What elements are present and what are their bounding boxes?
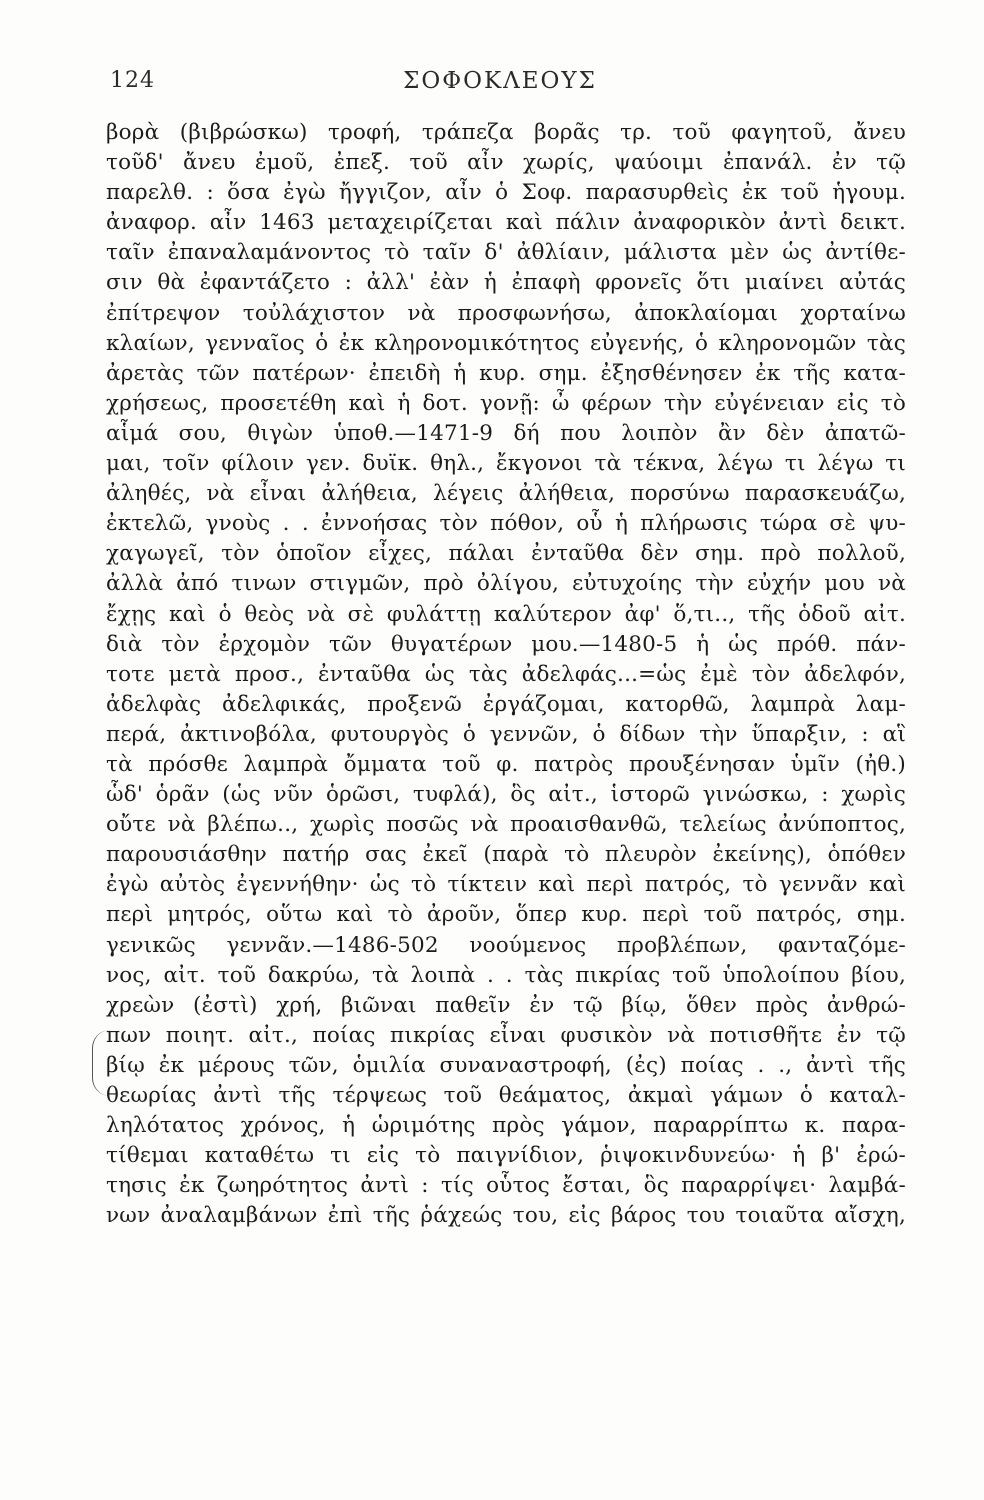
text-line: περὶ μητρός, οὕτω καὶ τὸ ἀροῦν, ὅπερ κυρ. περὶ τοῦ πατρός, σημ. (106, 902, 906, 928)
text-line: τίθεμαι καταθέτω τι εἰς τὸ παιγνίδιον, ῥιψοκινδυνεύω· ἡ β' ἐρώ- (106, 1143, 906, 1169)
text-line: πων ποιητ. αἰτ., ποίας πικρίας εἶναι φυσικὸν νὰ ποτισθῆτε ἐν τῷ (106, 1022, 906, 1048)
text-line: ταῖν ἐπαναλαμάνοντος τὸ ταῖν δ' ἀθλίαιν, μάλιστα μὲν ὡς ἀντίθε- (106, 240, 906, 266)
page-number: 124 (110, 68, 155, 93)
text-line: διὰ τὸν ἐρχομὸν τῶν θυγατέρων μου.—1480-5 ἡ ὡς πρόθ. πάν- (106, 631, 906, 657)
text-line: τὰ πρόσθε λαμπρὰ ὄμματα τοῦ φ. πατρὸς προυξένησαν ὑμῖν (ἠθ.) (106, 751, 906, 777)
text-line: παρελθ. : ὅσα ἐγὼ ἤγγιζον, αἶν ὁ Σοφ. παρασυρθεὶς ἐκ τοῦ ἡγουμ. (106, 180, 906, 206)
text-line: νος, αἰτ. τοῦ δακρύω, τὰ λοιπὰ . . τὰς πικρίας τοῦ ὑπολοίπου βίου, (106, 962, 906, 988)
text-line: αἷμά σου, θιγὼν ὑποθ.—1471-9 δή που λοιπὸν ἂν δὲν ἀπατῶ- (106, 420, 906, 446)
text-line: ἀναφορ. αἶν 1463 μεταχειρίζεται καὶ πάλιν ἀναφορικὸν ἀντὶ δεικτ. (106, 210, 906, 236)
text-line: ἐκτελῶ, γνοὺς . . ἐννοήσας τὸν πόθον, οὗ ἡ πλήρωσις τώρα σὲ ψυ- (106, 511, 906, 537)
running-head: ΣΟΦΟΚΛΕΟΥΣ (403, 68, 597, 94)
text-line: ἐγὼ αὐτὸς ἐγεννήθην· ὡς τὸ τίκτειν καὶ περὶ πατρός, τὸ γεννᾶν καὶ (106, 872, 906, 898)
text-line: κλαίων, γενναῖος ὁ ἐκ κληρονομικότητος εὐγενής, ὁ κληρονομῶν τὰς (106, 330, 906, 356)
text-line: βίῳ ἐκ μέρους τῶν, ὁμιλία συναναστροφή, (ἐς) ποίας . ., ἀντὶ τῆς (106, 1052, 906, 1078)
text-line: βορὰ (βιβρώσκω) τροφή, τράπεζα βορᾶς τρ. τοῦ φαγητοῦ, ἄνευ (106, 120, 906, 145)
text-line: ληλότατος χρόνος, ἡ ὡριμότης πρὸς γάμον, παραρρίπτω κ. παρα- (106, 1113, 906, 1139)
text-line: οὔτε νὰ βλέπω.., χωρὶς ποσῶς νὰ προαισθανθῶ, τελείως ἀνύποπτος, (106, 812, 906, 838)
page-header (100, 68, 900, 102)
text-line: ἔχῃς καὶ ὁ θεὸς νὰ σὲ φυλάττῃ καλύτερον ἀφ' ὅ,τι.., τῆς ὁδοῦ αἰτ. (106, 601, 906, 627)
text-line: τησις ἐκ ζωηρότητος ἀντὶ : τίς οὗτος ἔσται, ὃς παραρρίψει· λαμβά- (106, 1173, 906, 1199)
text-line: τοτε μετὰ προσ., ἐνταῦθα ὡς τὰς ἀδελφάς...=ὡς ἐμὲ τὸν ἀδελφόν, (106, 661, 906, 687)
text-line: μαι, τοῖν φίλοιν γεν. δυϊκ. θηλ., ἔκγονοι τὰ τέκνα, λέγω τι λέγω τι (106, 451, 906, 477)
text-line: γενικῶς γεννᾶν.—1486-502 νοούμενος προβλέπων, φανταζόμε- (106, 932, 906, 958)
text-line: ἀλλὰ ἀπό τινων στιγμῶν, πρὸ ὀλίγου, εὐτυχοίης τὴν εὐχήν μου νὰ (106, 571, 906, 597)
text-line: ὧδ' ὁρᾶν (ὡς νῦν ὁρῶσι, τυφλά), ὃς αἰτ., ἱστορῶ γινώσκω, : χωρὶς (106, 782, 906, 808)
text-line: παρουσιάσθην πατήρ σας ἐκεῖ (παρὰ τὸ πλευρὸν ἐκείνης), ὁπόθεν (106, 842, 906, 868)
text-line: ἀληθές, νὰ εἶναι ἀλήθεια, λέγεις ἀλήθεια, πορσύνω παρασκευάζω, (106, 481, 906, 507)
text-line: νων ἀναλαμβάνων ἐπὶ τῆς ῥάχεώς του, εἰς βάρος του τοιαῦτα αἴσχη, (106, 1203, 906, 1229)
text-line: περά, ἀκτινοβόλα, φυτουργὸς ὁ γεννῶν, ὁ δίδων τὴν ὕπαρξιν, : αἳ (106, 721, 906, 747)
text-line: χρήσεως, προσετέθη καὶ ἡ δοτ. γονῇ: ὦ φέρων τὴν εὐγένειαν εἰς τὸ (106, 390, 906, 416)
text-line: θεωρίας ἀντὶ τῆς τέρψεως τοῦ θεάματος, ἀκμαὶ γάμων ὁ καταλ- (106, 1083, 906, 1108)
text-line: σιν θὰ ἐφαντάζετο : ἀλλ' ἐὰν ἡ ἐπαφὴ φρονεῖς ὅτι μιαίνει αὐτάς (106, 270, 906, 296)
text-line: τοῦδ' ἄνευ ἐμοῦ, ἐπεξ. τοῦ αἶν χωρίς, ψαύοιμι ἐπανάλ. ἐν τῷ (106, 150, 906, 176)
text-line: ἀδελφὰς ἀδελφικάς, προξενῶ ἐργάζομαι, κατορθῶ, λαμπρὰ λαμ- (106, 691, 906, 717)
text-line: ἐπίτρεψον τοὐλάχιστον νὰ προσφωνήσω, ἀποκλαίομαι χορταίνω (106, 300, 906, 326)
commentary-text (106, 118, 906, 1231)
text-line: χαγωγεῖ, τὸν ὁποῖον εἶχες, πάλαι ἐνταῦθα δὲν σημ. πρὸ πολλοῦ, (106, 541, 906, 567)
text-line: ἀρετὰς τῶν πατέρων· ἐπειδὴ ἡ κυρ. σημ. ἐξησθένησεν ἐκ τῆς κατα- (106, 360, 906, 386)
text-line: χρεὼν (ἐστὶ) χρή, βιῶναι παθεῖν ἐν τῷ βίῳ, ὅθεν πρὸς ἀνθρώ- (106, 992, 906, 1018)
